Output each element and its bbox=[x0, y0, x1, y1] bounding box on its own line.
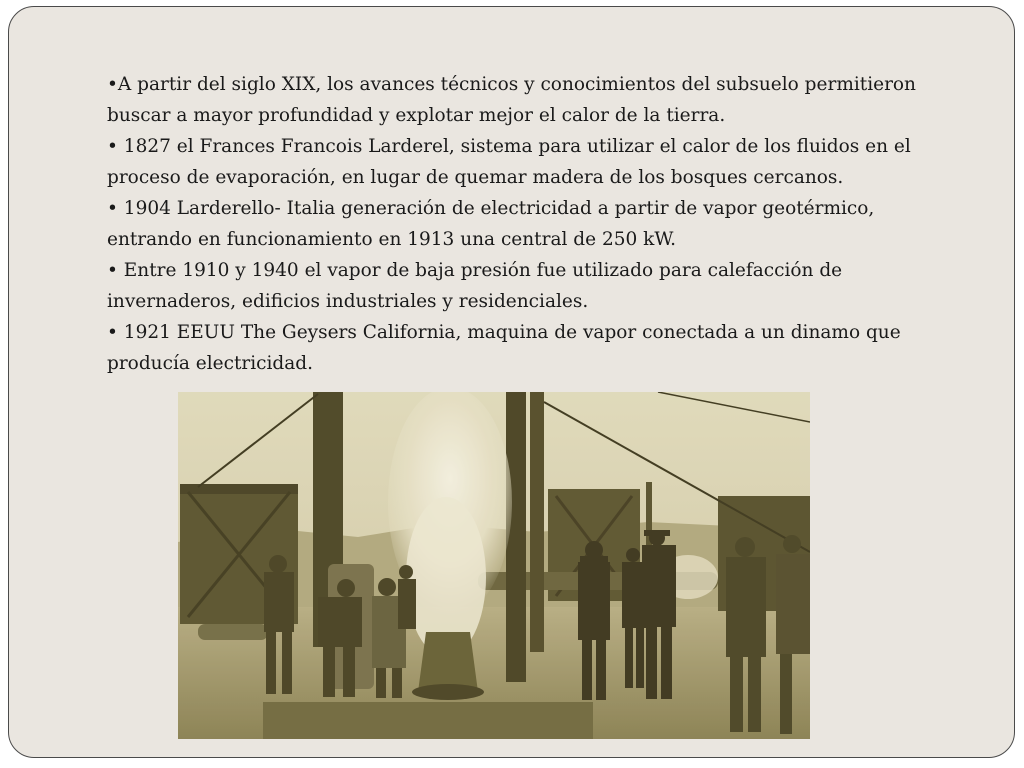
historic-photo bbox=[178, 392, 810, 739]
bullet-3: • 1904 Larderello- Italia generación de electricidad a partir de vapor geotérmico, entrando en funcionamiento en 1913 una central de 250 kW. bbox=[107, 198, 875, 250]
slide bbox=[8, 6, 1015, 758]
steam-well-photo-icon bbox=[178, 392, 810, 739]
bullet-4: • Entre 1910 y 1940 el vapor de baja presión fue utilizado para calefacción de invernaderos, edificios industriales y residenciales. bbox=[107, 260, 843, 312]
bullet-5: • 1921 EEUU The Geysers California, maquina de vapor conectada a un dinamo que producía electricidad. bbox=[107, 322, 901, 374]
bullet-2: • 1827 el Frances Francois Larderel, sistema para utilizar el calor de los fluidos en el proceso de evaporación, en lugar de quemar madera de los bosques cercanos. bbox=[107, 136, 911, 188]
bullet-list bbox=[107, 69, 927, 379]
bullet-1: •A partir del siglo XIX, los avances técnicos y conocimientos del subsuelo permitieron buscar a mayor profundidad y explotar mejor el calor de la tierra. bbox=[107, 74, 916, 126]
